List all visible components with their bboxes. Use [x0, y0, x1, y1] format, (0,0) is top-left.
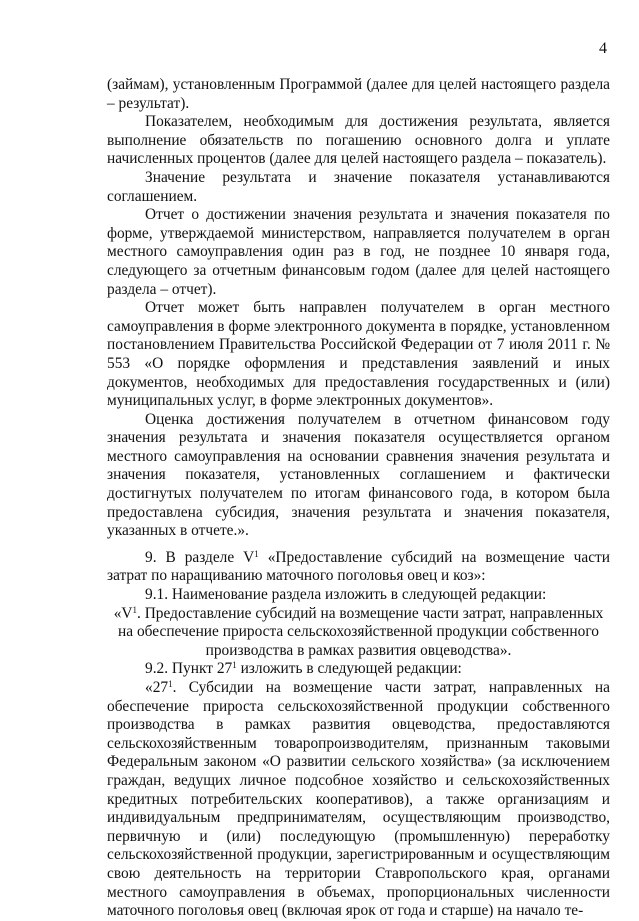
- section-heading-paragraph: [107, 549, 610, 586]
- text-run: «27: [145, 679, 169, 696]
- paragraph: Отчет о достижении значения результата и значения показателя по форме, утверждаемой министерством, направляется получателем в орган местного самоуправления один раз в год, не позднее 10 января года, следующего за отчетным финансовым годом (далее для целей настоящего раздела – отчет).: [107, 206, 610, 298]
- text-run: . Субсидии на возмещение части затрат, направленных на обеспечение прироста сельскохозяйственной продукции собственного производства в рамках развития овцеводства, предоставляются сельскохозяйственным товаропроизводителям, признанным таковыми Федеральным законом «О развитии сельского хозяйства» (за исключением граждан, ведущих личное подсобное хозяйство и сельскохозяйственных кредитных потребительских кооперативов), а также организациям и индивидуальным предпринимателям, осуществляющим производство, первичную и (или) последующую (промышленную) переработку сельскохозяйственной продукции, зарегистрированным и осуществляющим свою деятельность на территории Ставропольского края, органами местного самоуправления в объемах, пропорциональных численности маточного поголовья овец (включая ярок от года и старше) на начало те-: [107, 679, 610, 920]
- text-run: . Предоставление субсидий на возмещение части затрат, направленных на обеспечение прироста сельскохозяйственной продукции собственного производства в рамках развития овцеводства».: [118, 604, 604, 659]
- paragraph: [107, 679, 610, 921]
- text-run: «V: [113, 604, 133, 622]
- paragraph: Отчет может быть направлен получателем в орган местного самоуправления в форме электронного документа в порядке, установленном постановлением Правительства Российской Федерации от 7 июля 2011 г. № 553 «О порядке оформления и представления заявлений и иных документов, необходимых для предоставления государственных и (или) муниципальных услуг, в форме электронных документов».: [107, 299, 610, 410]
- paragraph: Значение результата и значение показателя устанавливаются соглашением.: [107, 168, 610, 205]
- document-body: [107, 76, 610, 921]
- paragraph: [107, 660, 610, 679]
- section-title-quote: [107, 605, 610, 661]
- paragraph: 9.1. Наименование раздела изложить в следующей редакции:: [145, 586, 547, 604]
- text-run: 9.2. Пункт 27: [145, 660, 233, 678]
- superscript: 1: [168, 679, 173, 689]
- paragraph: Показателем, необходимым для достижения результата, является выполнение обязательств по погашению основного долга и уплате начисленных процентов (далее для целей настоящего раздела – показатель).: [107, 113, 610, 168]
- superscript: 1: [132, 604, 137, 615]
- page-number: 4: [599, 40, 607, 57]
- superscript: 1: [232, 660, 237, 671]
- superscript: 1: [254, 548, 259, 559]
- paragraph: Оценка достижения получателем в отчетном финансовом году значения результата и значения показателя осуществляется органом местного самоуправления на основании сравнения значения результата и значения показателя, установленных соглашением и фактически достигнутых получателем по итогам финансового года, в котором была предоставлена субсидия, значения результата и значения показателя, указанных в отчете.».: [107, 410, 610, 540]
- text-run: изложить в следующей редакции:: [236, 660, 462, 678]
- paragraph: (займам), установленным Программой (далее для целей настоящего раздела – результат).: [107, 76, 610, 112]
- text-run: 9. В разделе V: [145, 548, 255, 566]
- text-run: «Предоставление субсидий на возмещение части затрат по наращиванию маточного поголовья овец и коз»:: [107, 548, 611, 585]
